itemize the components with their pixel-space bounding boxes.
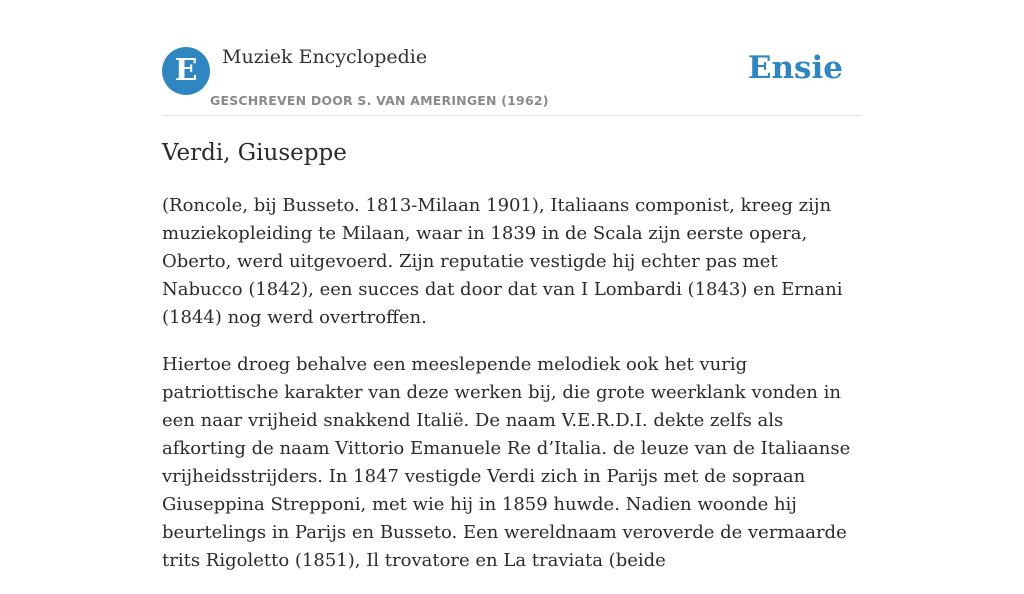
ensie-logo-icon[interactable]: E (162, 47, 210, 95)
entry-title: Verdi, Giuseppe (162, 140, 347, 166)
author-byline: GESCHREVEN DOOR S. VAN AMERINGEN (1962) (210, 93, 549, 108)
brand-logo[interactable]: Ensie (747, 50, 843, 86)
article-body (162, 192, 862, 594)
paragraph: Hiertoe droeg behalve een meeslepende melodiek ook het vurig patriottische karakter van deze werken bij, die grote weerklank vonden in een naar vrijheid snakkend Italië. De naam V.E.R.D.I. dekte zelfs als afkorting de naam Vittorio Emanuele Re d’Italia. de leuze van de Italiaanse vrijheidsstrijders. In 1847 vestigde Verdi zich in Parijs met de sopraan Giuseppina Strepponi, met wie hij in 1859 huwde. Nadien woonde hij beurtelings in Parijs en Busseto. Een wereldnaam veroverde de vermaarde trits Rigoletto (1851), Il trovatore en La traviata (beide (162, 354, 851, 571)
site-title[interactable]: Muziek Encyclopedie (222, 46, 428, 68)
paragraph: (Roncole, bij Busseto. 1813-Milaan 1901), Italiaans componist, kreeg zijn muziekopleiding te Milaan, waar in 1839 in de Scala zijn eerste opera, Oberto, werd uitgevoerd. Zijn reputatie vestigde hij echter pas met Nabucco (1842), een succes dat door dat van I Lombardi (1843) en Ernani (1844) nog werd overtroffen. (162, 195, 843, 328)
header (162, 0, 862, 116)
page (162, 0, 862, 571)
